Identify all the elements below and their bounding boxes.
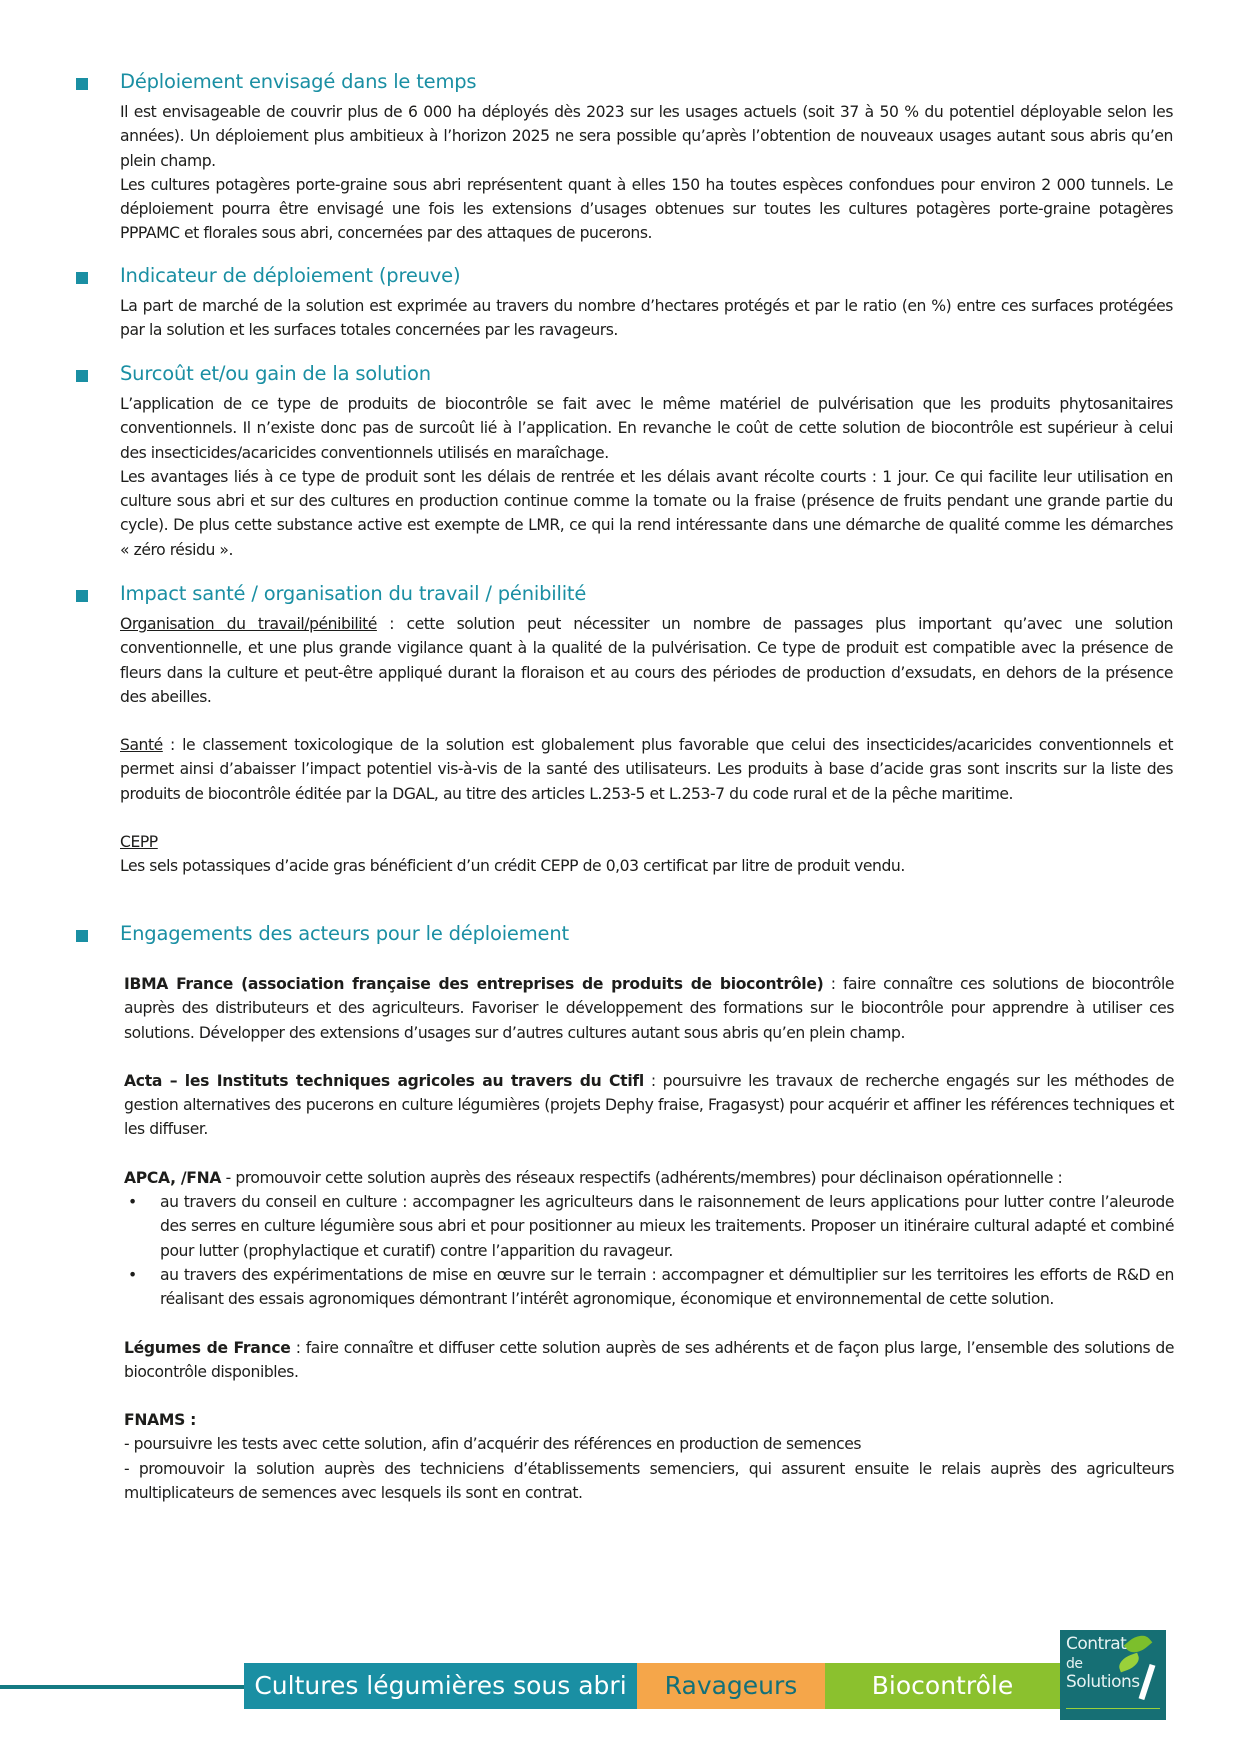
actor-name: APCA, /FNA (124, 1168, 222, 1187)
section-title: Indicateur de déploiement (preuve) (120, 264, 461, 287)
actor-name: Acta – les Instituts techniques agricoles au travers du Ctifl (124, 1071, 644, 1090)
paragraph: La part de marché de la solution est exprimée au travers du nombre d’hectares protégés et par le ratio (en %) entre ces surfaces protégées par la solution et les surfaces totales concernées par les ravageurs. (120, 297, 1173, 340)
paragraph: L’application de ce type de produits de biocontrôle se fait avec le même matériel de pulvérisation que les produits phytosanitaires conventionnels. Il n’existe donc pas de surcoût lié à l’application. En revanche le coût de cette solution de biocontrôle est supérieur à celui des insecticides/acaricides conventionnels utilisés en maraîchage. (120, 395, 1173, 462)
checkmark-icon (1139, 1664, 1156, 1700)
organisation-label: Organisation du travail/pénibilité (120, 615, 377, 633)
section-title: Impact santé / organisation du travail / pénibilité (120, 582, 587, 605)
list-item: • au travers du conseil en culture : accompagner les agriculteurs dans le raisonnement de leurs applications pour lutter contre l’aleurode des serres en culture légumière sous abri et pour positionner au mieux les traitements. Proposer un itinéraire cultural adapté et combiné pour lutter (prophylactique et curatif) contre l’apparition du ravageur. (124, 1190, 1174, 1263)
section-deploiement-temps (76, 72, 1176, 246)
bullet-dot-icon: • (128, 1265, 137, 1284)
paragraph: Les avantages liés à ce type de produit sont les délais de rentrée et les délais avant récolte courts : 1 jour. Ce qui facilite leur utilisation en culture sous abri et sur des cultures en production continue comme la tomate ou la fraise (présence de fruits pendant une grande partie du cycle). De plus cette substance active est exempte de LMR, ce qui la rend intéressante dans une démarche de qualité comme les démarches « zéro résidu ». (120, 467, 1173, 559)
actor-acta: Acta – les Instituts techniques agricoles au travers du Ctifl : poursuivre les travaux de recherche engagés sur les méthodes de gestion alternatives des pucerons en culture légumières (projets Dephy fraise, Fragasyst) pour acquérir et affiner les références techniques et les diffuser. (124, 1071, 1175, 1139)
tag-biocontrole: Biocontrôle (825, 1663, 1060, 1709)
actor-legumes-de-france: Légumes de France : faire connaître et diffuser cette solution auprès de ses adhérents et de façon plus large, l’ensemble des solutions de biocontrôle disponibles. (124, 1338, 1175, 1381)
section-surcout (76, 364, 1176, 562)
fnams-line: - promouvoir la solution auprès des techniciens d’établissements semenciers, qui assurent ensuite le relais auprès des agriculteurs multiplicateurs de semences avec lesquels ils sont en contrat. (124, 1459, 1174, 1503)
square-bullet-icon (76, 590, 88, 602)
sante-label: Santé (120, 736, 163, 755)
tag-cultures: Cultures légumières sous abri (244, 1663, 637, 1709)
fnams-line: - poursuivre les tests avec cette solution, afin d’acquérir des références en production de semences (124, 1435, 862, 1454)
square-bullet-icon (76, 78, 88, 90)
paragraph: Les cultures potagères porte-graine sous abri représentent quant à elles 150 ha toutes espèces confondues pour environ 2 000 tunnels. Le déploiement pourra être envisagé une fois les extensions d’usages obtenues sur toutes les cultures potagères porte-graine potagères PPPAMC et florales sous abri, concernées par des attaques de pucerons. (120, 175, 1173, 243)
cepp-label: CEPP (120, 833, 158, 852)
sante-paragraph: Santé : le classement toxicologique de la solution est globalement plus favorable que celui des insecticides/acaricides conventionnels et permet ainsi d’abaisser l’impact potentiel vis-à-vis de la santé des utilisateurs. Les produits à base d’acide gras sont inscrits sur la liste des produits de biocontrôle éditée par la DGAL, au titre des articles L.253-5 et L.253-7 du code rural et de la pêche maritime. (120, 736, 1173, 803)
actor-apca: APCA, /FNA - promouvoir cette solution auprès des réseaux respectifs (adhérents/membres) pour déclinaison opérationnelle : (124, 1168, 1063, 1187)
square-bullet-icon (76, 930, 88, 942)
actor-ibma: IBMA France (association française des entreprises de produits de biocontrôle) : faire connaître ces solutions de biocontrôle auprès des distributeurs et des agriculteurs. Favoriser le développement des formations sur le biocontrôle pour apprendre à utiliser ces solutions. Développer des extensions d’usages sur d’autres cultures autant sous abris qu’en plein champ. (124, 975, 1174, 1042)
footer-rule (0, 1685, 244, 1689)
actor-name: Légumes de France (124, 1338, 291, 1357)
contrat-de-solutions-logo: Contrat de Solutions (1060, 1630, 1166, 1720)
section-title: Engagements des acteurs pour le déploiement (120, 922, 569, 945)
section-engagements (76, 924, 1176, 1505)
bullet-dot-icon: • (128, 1193, 137, 1212)
organisation-paragraph: Organisation du travail/pénibilité : cette solution peut nécessiter un nombre de passages plus important qu’avec une solution conventionnelle, et une plus grande vigilance quant à la qualité de la pulvérisation. Ce type de produit est compatible avec la présence de fleurs dans la culture et peut-être appliqué durant la floraison et au cours des périodes de production d’exsudats, en dehors de la présence des abeilles. (120, 615, 1173, 706)
leaf-icon (1124, 1630, 1153, 1658)
paragraph: Il est envisageable de couvrir plus de 6 000 ha déployés dès 2023 sur les usages actuels (soit 37 à 50 % du potentiel déployable selon les années). Un déploiement plus ambitieux à l’horizon 2025 ne sera possible qu’après l’obtention de nouveaux usages autant sous abris qu’en plein champ. (120, 103, 1173, 170)
leaf-icon (1116, 1653, 1141, 1673)
actor-name-fnams: FNAMS : (124, 1411, 197, 1430)
section-indicateur (76, 266, 1176, 343)
cepp-paragraph: Les sels potassiques d’acide gras bénéficient d’un crédit CEPP de 0,03 certificat par litre de produit vendu. (120, 857, 905, 876)
section-title: Surcoût et/ou gain de la solution (120, 362, 431, 385)
section-impact-sante (76, 584, 1176, 879)
section-title: Déploiement envisagé dans le temps (120, 70, 477, 93)
tag-ravageurs: Ravageurs (637, 1663, 825, 1709)
square-bullet-icon (76, 370, 88, 382)
list-item: • au travers des expérimentations de mise en œuvre sur le terrain : accompagner et démultiplier sur les territoires les efforts de R&D en réalisant des essais agronomiques démontrant l’intérêt agronomique, économique et environnemental de cette solution. (124, 1263, 1174, 1312)
actor-name: IBMA France (association française des entreprises de produits de biocontrôle) (124, 975, 824, 993)
square-bullet-icon (76, 272, 88, 284)
